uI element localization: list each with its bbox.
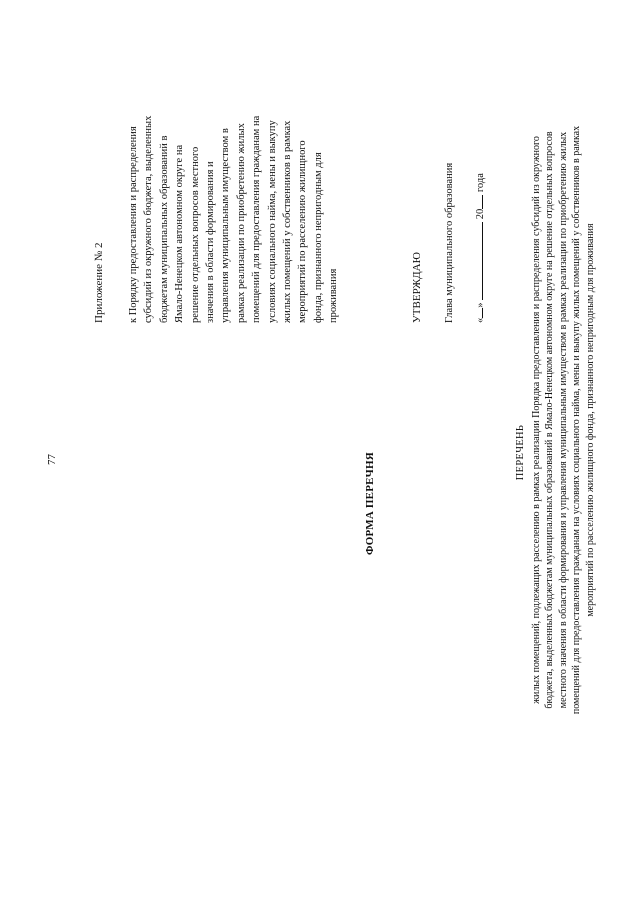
appendix-line: Ямало-Ненецком автономном округе на (174, 144, 186, 323)
list-line: бюджета, выделенных бюджетам муниципальных образований в Ямало-Ненецком автономном округе на решение отдельных вопросов (544, 131, 556, 709)
date-quote-open: « (475, 317, 486, 323)
appendix-title: Приложение № 2 (93, 242, 105, 323)
appendix-line: бюджетам муниципальных образований в (158, 135, 170, 323)
list-line: местного значения в области формирования и управления муниципальным имуществом в рамках реализации по приобретению жилых (557, 131, 569, 709)
form-title: ФОРМА ПЕРЕЧНЯ (364, 452, 376, 555)
year-prefix: 20 (475, 208, 486, 220)
appendix-line: субсидий из окружного бюджета, выделенных (143, 115, 155, 323)
appendix-line: жилых помещений у собственников в рамках (282, 120, 294, 323)
day-blank (472, 308, 483, 318)
month-blank (472, 222, 483, 300)
approval-label: УТВЕРЖДАЮ (411, 252, 423, 323)
list-line: мероприятий по расселению жилищного фонда, признанного непригодным для проживания (584, 223, 596, 617)
appendix-line: мероприятий по расселению жилищного (297, 140, 309, 323)
list-title: ПЕРЕЧЕНЬ (515, 424, 526, 481)
appendix-text (126, 68, 342, 323)
appendix-line: условиях социального найма, мены и выкупу (266, 120, 278, 323)
appendix-line: рамках реализации по приобретению жилых (235, 123, 247, 323)
year-blank (472, 195, 483, 209)
appendix-line: к Порядку предоставления и распределения (128, 126, 139, 323)
appendix-line: решение отдельных вопросов местного (189, 146, 201, 323)
municipal-head-label: Глава муниципального образования (444, 162, 455, 323)
date-quote-close: » (475, 302, 486, 308)
appendix-line: управления муниципальным имуществом в (220, 128, 232, 323)
list-line: жилых помещений, подлежащих расселению в рамках реализации Порядка предоставления и распределения субсидий из окружного (531, 136, 542, 704)
appendix-line: помещений для предоставления гражданам на (251, 115, 263, 323)
appendix-line: значения в области формирования и (205, 161, 217, 323)
appendix-line: фонда, признанного непригодным для (312, 152, 324, 323)
appendix-line: проживания (328, 268, 340, 323)
list-line: помещений для предоставления гражданам на условиях социального найма, мены и выкупу жилых помещений у собственников в рамках (571, 125, 583, 715)
approval-date-line (472, 173, 486, 323)
page-number: 77 (46, 454, 58, 465)
list-description (530, 25, 597, 815)
year-suffix: года (475, 173, 486, 193)
